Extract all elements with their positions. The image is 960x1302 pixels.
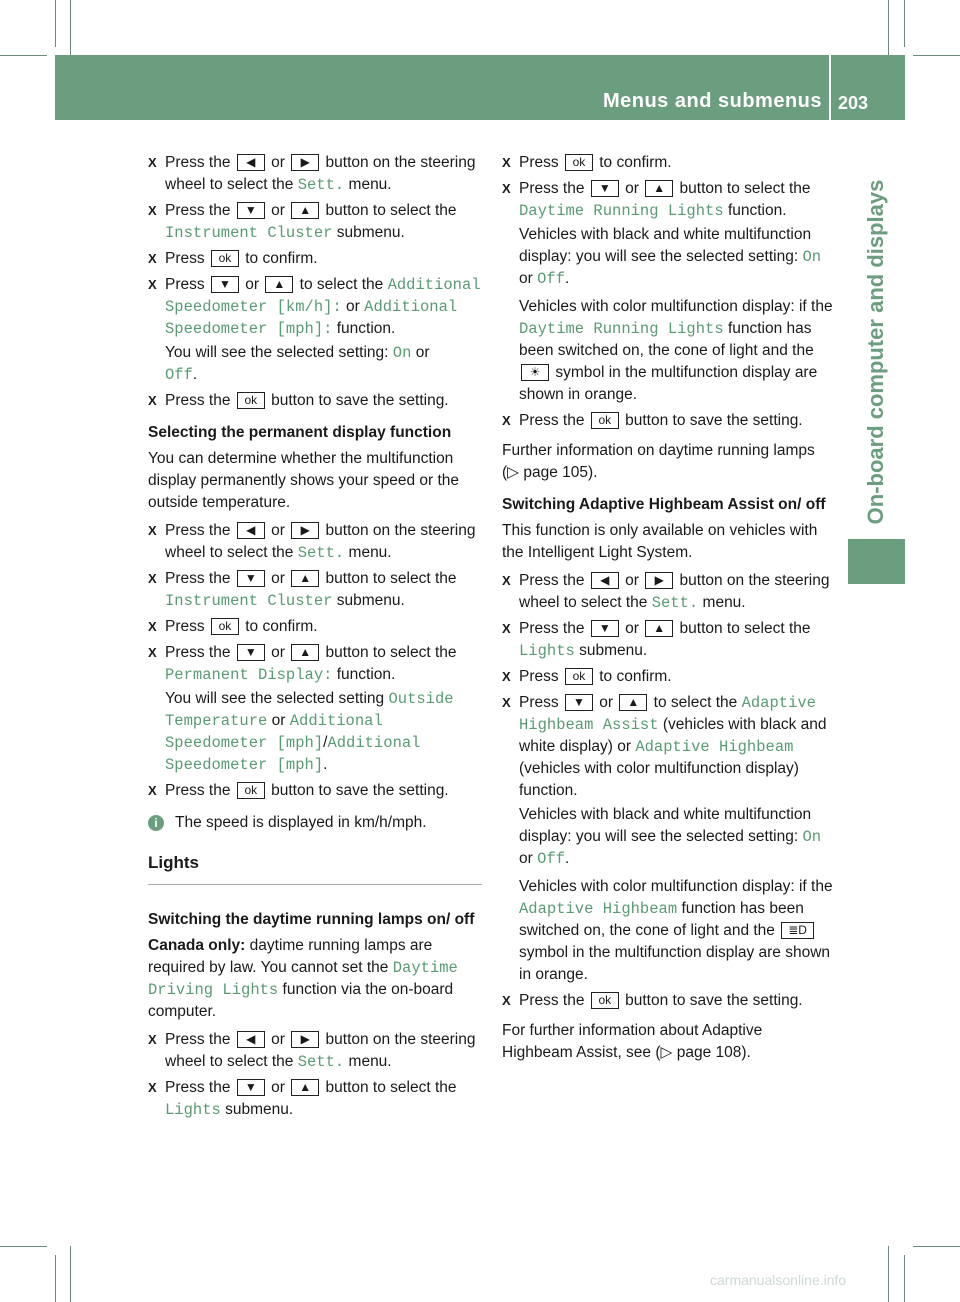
crop-mark (55, 1255, 56, 1302)
crop-mark (70, 0, 71, 55)
setting-value: Off (165, 366, 193, 384)
step: X Press the ▼ or ▲ button to select the Instrument Cluster submenu. (148, 202, 457, 242)
info-note: i The speed is displayed in km/h/mph. (148, 812, 482, 834)
down-key-icon: ▼ (591, 620, 619, 637)
right-key-icon: ▶ (291, 522, 319, 539)
paragraph: Canada only: daytime running lamps are required by law. You cannot set the Daytime Driving Lights function via the on-board computer. (148, 937, 458, 1020)
step: X Press ok to confirm. (148, 248, 482, 270)
submenu-name: Lights (519, 642, 575, 660)
paragraph: Further information on daytime running lamps (▷ page 105). (502, 442, 815, 481)
step: X Press the ▼ or ▲ button to select the Lights submenu. (502, 620, 811, 660)
step-arrow-icon: X (502, 413, 511, 428)
footer-watermark: carmanualsonline.info (710, 1272, 847, 1288)
crop-mark (888, 0, 889, 55)
function-name: Adaptive Highbeam (635, 738, 794, 756)
step: X Press the ok button to save the setting. (502, 410, 836, 432)
ok-key-icon: ok (211, 250, 239, 267)
step: X Press the ◀ or ▶ button on the steering wheel to select the Sett. menu. (148, 154, 476, 194)
step-arrow-icon: X (502, 993, 511, 1008)
function-name: Daytime Running Lights (519, 320, 724, 338)
step: X Press the ok button to save the setting. (148, 780, 482, 802)
up-key-icon: ▲ (645, 620, 673, 637)
step-arrow-icon: X (148, 571, 157, 586)
down-key-icon: ▼ (237, 570, 265, 587)
up-key-icon: ▲ (291, 202, 319, 219)
step-arrow-icon: X (148, 277, 157, 292)
setting-value: Outside Temperature (165, 690, 454, 730)
function-name: Adaptive Highbeam Assist (519, 694, 816, 734)
down-key-icon: ▼ (237, 644, 265, 661)
step-arrow-icon: X (148, 523, 157, 538)
function-name: Daytime Driving Lights (148, 959, 458, 999)
submenu-name: Lights (165, 1101, 221, 1119)
paragraph: You can determine whether the multifunction display permanently shows your speed or the outside temperature. (148, 450, 460, 511)
down-key-icon: ▼ (591, 180, 619, 197)
up-key-icon: ▲ (291, 570, 319, 587)
menu-name: Sett. (297, 544, 345, 562)
step: X Press the ▼ or ▲ button to select the Instrument Cluster submenu. (148, 570, 457, 610)
step: X Press the ok button to save the setting. (502, 990, 836, 1012)
setting-value: Additional Speedometer [mph] (165, 734, 421, 774)
function-name: Permanent Display: (165, 666, 333, 684)
down-key-icon: ▼ (237, 1079, 265, 1096)
ok-key-icon: ok (591, 412, 619, 429)
down-key-icon: ▼ (211, 276, 239, 293)
step: X Press ok to confirm. (148, 616, 482, 638)
step-arrow-icon: X (148, 155, 157, 170)
menu-name: Sett. (651, 594, 699, 612)
step-arrow-icon: X (148, 393, 157, 408)
crop-mark (0, 55, 47, 56)
step: X Press ▼ or ▲ to select the Additional Speedometer [km/h]: or Additional Speedometer [mph]: function. You will see the selected setting: On or Off. (148, 276, 481, 384)
page-title: Menus and submenus (602, 90, 822, 112)
setting-value: On (802, 248, 822, 266)
function-name: Daytime Running Lights (519, 202, 724, 220)
crop-mark (913, 55, 960, 56)
step: X Press ▼ or ▲ to select the Adaptive Highbeam Assist (vehicles with black and white display) or Adaptive Highbeam (vehicles with color multifunction display) function. Vehicles with black and white multifunction display: you will see the selected setting: On or Off. Vehicles with color multifunction display: if the Adaptive Highbeam function has been switched on, the cone of light and the ≣D symbol in the multifunction display are shown in orange. (502, 694, 833, 983)
step-arrow-icon: X (502, 621, 511, 636)
crop-mark (70, 1246, 71, 1302)
crop-mark (55, 0, 56, 47)
step-arrow-icon: X (502, 669, 511, 684)
step-arrow-icon: X (148, 645, 157, 660)
header-divider (829, 55, 831, 120)
step: X Press ok to confirm. (502, 666, 836, 688)
right-key-icon: ▶ (291, 154, 319, 171)
ok-key-icon: ok (565, 154, 593, 171)
step: X Press the ▼ or ▲ button to select the Daytime Running Lights function. Vehicles with black and white multifunction display: you will see the selected setting: On or Off. Vehicles with color multifunction display: if the Daytime Running Lights function has been switched on, the cone of light and the ☀ symbol in the multifunction display are shown in orange. (502, 180, 833, 403)
function-name: Additional Speedometer [mph]: (165, 298, 458, 338)
ok-key-icon: ok (237, 782, 265, 799)
menu-name: Sett. (297, 176, 345, 194)
setting-value: On (392, 344, 412, 362)
step: X Press the ▼ or ▲ button to select the Lights submenu. (148, 1079, 457, 1119)
step-arrow-icon: X (148, 251, 157, 266)
step-arrow-icon: X (502, 181, 511, 196)
step-arrow-icon: X (502, 155, 511, 170)
subsection-heading: Switching Adaptive Highbeam Assist on/ off (502, 496, 826, 513)
ok-key-icon: ok (211, 618, 239, 635)
left-key-icon: ◀ (591, 572, 619, 589)
submenu-name: Instrument Cluster (165, 592, 333, 610)
down-key-icon: ▼ (237, 202, 265, 219)
ok-key-icon: ok (591, 992, 619, 1009)
left-key-icon: ◀ (237, 1031, 265, 1048)
step-arrow-icon: X (148, 203, 157, 218)
subsection-heading: Switching the daytime running lamps on/ off (148, 911, 475, 928)
highbeam-symbol-icon: ≣D (781, 922, 814, 939)
step: X Press the ▼ or ▲ button to select the Permanent Display: function. You will see the selected setting Outside Temperature or Additional Speedometer [mph]/Additional Speedometer [mph]. (148, 644, 457, 774)
page-number: 203 (838, 93, 869, 113)
crop-mark (904, 0, 905, 47)
setting-value: Off (537, 270, 566, 288)
crop-mark (888, 1246, 889, 1302)
section-heading: Lights (148, 852, 482, 885)
crop-mark (904, 1255, 905, 1302)
step-arrow-icon: X (148, 619, 157, 634)
paragraph: For further information about Adaptive Highbeam Assist, see (▷ page 108). (502, 1022, 763, 1061)
left-key-icon: ◀ (237, 154, 265, 171)
step: X Press the ◀ or ▶ button on the steering wheel to select the Sett. menu. (148, 1031, 476, 1071)
function-name: Adaptive Highbeam (519, 900, 678, 918)
left-key-icon: ◀ (237, 522, 265, 539)
crop-mark (0, 1246, 47, 1247)
up-key-icon: ▲ (645, 180, 673, 197)
step-arrow-icon: X (502, 573, 511, 588)
crop-mark (913, 1246, 960, 1247)
submenu-name: Instrument Cluster (165, 224, 333, 242)
paragraph: This function is only available on vehicles with the Intelligent Light System. (502, 522, 818, 561)
ok-key-icon: ok (565, 668, 593, 685)
function-name: Additional Speedometer [km/h]: (165, 276, 481, 316)
up-key-icon: ▲ (619, 694, 647, 711)
step: X Press the ok button to save the setting. (148, 390, 482, 412)
ok-key-icon: ok (237, 392, 265, 409)
setting-value: On (802, 828, 822, 846)
step: X Press the ◀ or ▶ button on the steering wheel to select the Sett. menu. (502, 572, 830, 612)
step: X Press ok to confirm. (502, 152, 836, 174)
side-tab-block (848, 539, 905, 584)
step-arrow-icon: X (148, 1032, 157, 1047)
step-arrow-icon: X (148, 1080, 157, 1095)
info-icon: i (148, 815, 164, 831)
setting-value: Off (537, 850, 566, 868)
step-arrow-icon: X (148, 783, 157, 798)
right-key-icon: ▶ (291, 1031, 319, 1048)
step-arrow-icon: X (502, 695, 511, 710)
right-key-icon: ▶ (645, 572, 673, 589)
step: X Press the ◀ or ▶ button on the steering wheel to select the Sett. menu. (148, 522, 476, 562)
left-column (148, 152, 482, 1125)
right-column (502, 152, 836, 1070)
subsection-heading: Selecting the permanent display function (148, 424, 452, 441)
setting-value: Additional Speedometer [mph] (165, 712, 383, 752)
up-key-icon: ▲ (291, 1079, 319, 1096)
side-tab-label: On-board computer and displays (863, 179, 888, 525)
down-key-icon: ▼ (565, 694, 593, 711)
light-symbol-icon: ☀ (521, 364, 549, 381)
up-key-icon: ▲ (265, 276, 293, 293)
menu-name: Sett. (297, 1053, 345, 1071)
up-key-icon: ▲ (291, 644, 319, 661)
